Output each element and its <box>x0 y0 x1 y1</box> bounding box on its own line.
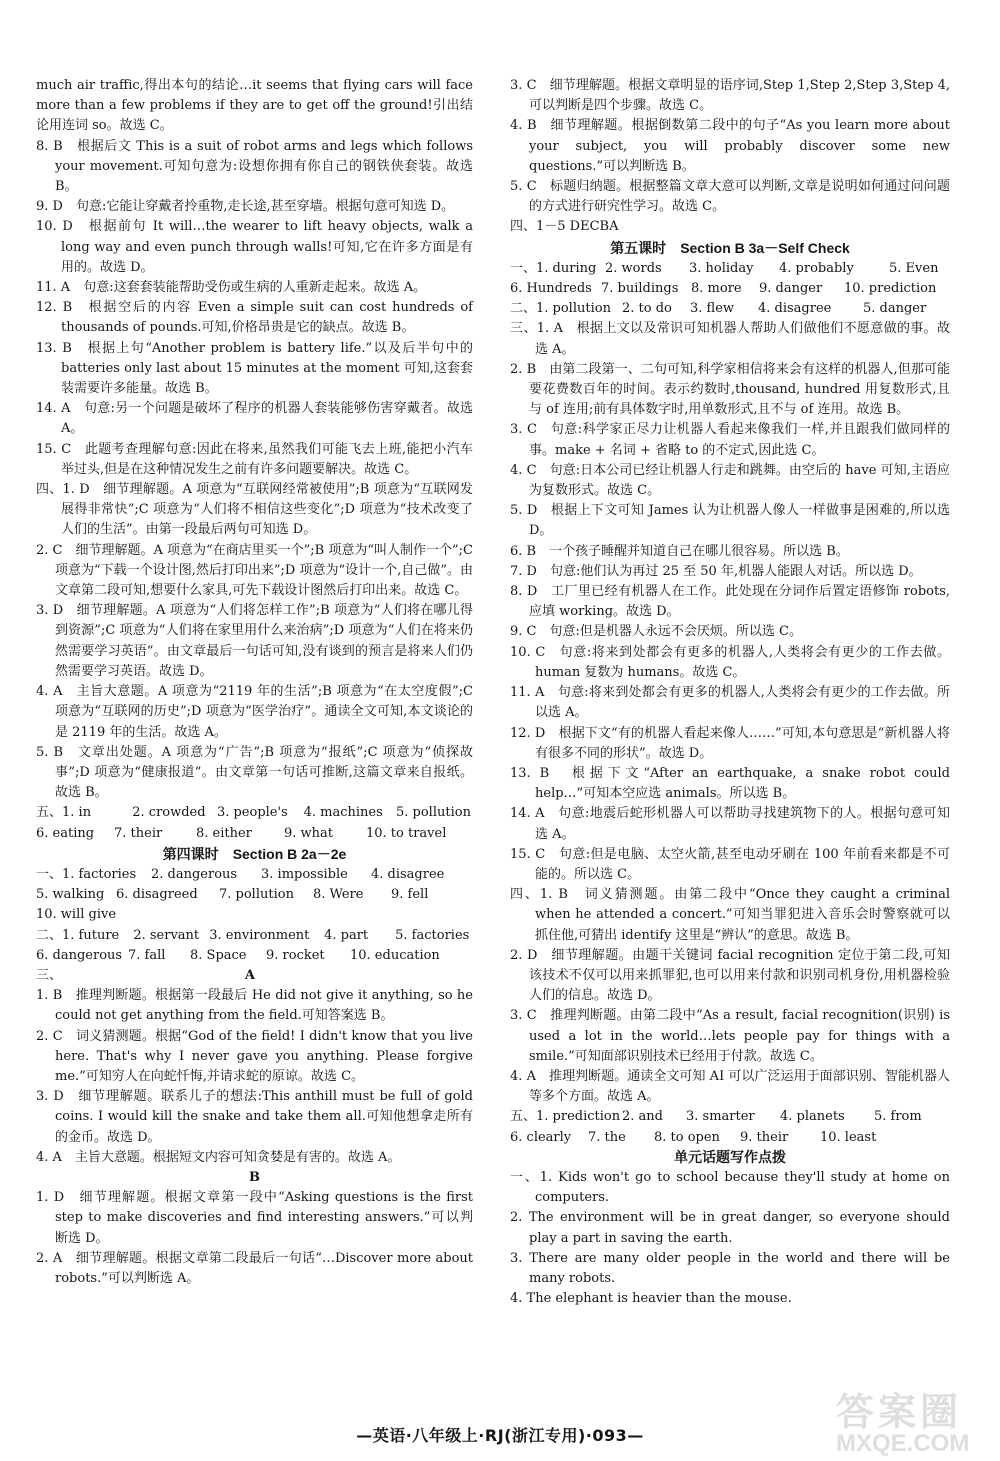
answer-cell: 3. environment <box>209 927 310 943</box>
answer-item: 9. D 句意:它能让穿戴者拎重物,走长途,甚至穿墙。根据句意可知选 D。 <box>36 199 455 215</box>
answer-item: 13. B 根据上句“Another problem is battery life.”以及后半句中的 batteries only last about 15 minutes at the moment 可知,这套套装需要许多能量。故选 B。 <box>36 340 473 397</box>
answer-cell: 7. buildings <box>601 281 679 297</box>
answer-cell: 9. danger <box>759 281 823 297</box>
answer-item: 11. A 句意:这套套装能帮助受伤或生病的人重新走起来。故选 A。 <box>36 280 427 296</box>
passage-letter: B <box>249 1169 260 1185</box>
answer-item: 15. C 此题考查理解句意:因此在将来,虽然我们可能飞去上班,能把小汽车举过头,但是在这种情况发生之前有许多问题要解决。故选 C。 <box>36 441 473 477</box>
answer-cell: 6. clearly <box>510 1129 572 1145</box>
watermark-url: MXQE.COM <box>836 1430 970 1457</box>
answer-cell: 4. part <box>324 927 369 943</box>
answer-cell: 10. prediction <box>844 281 937 297</box>
answer-cell: 2. words <box>605 260 662 276</box>
answer-row <box>36 803 473 823</box>
answer-item: 5. C 标题归纳题。根据整篇文章大意可以判断,文章是说明如何通过问问题的方式进行研究性学习。故选 C。 <box>510 179 950 215</box>
answer-cell: 8. Were <box>313 887 364 903</box>
answer-item: 8. D 工厂里已经有机器人在工作。此处现在分词作后置定语修饰 robots,应填 working。故选 D。 <box>510 584 950 620</box>
answer-cell: 5. factories <box>395 927 470 943</box>
section-heading <box>36 844 473 865</box>
answer-row <box>510 1128 950 1148</box>
answer-item: 6. B 一个孩子睡醒并知道自己在哪儿很容易。所以选 B。 <box>510 543 849 559</box>
answer-cell: 9. their <box>740 1129 789 1145</box>
watermark-logo-text: 答案圈 <box>836 1390 963 1434</box>
answer-item: 4. C 句意:日本公司已经让机器人行走和跳舞。由空后的 have 可知,主语应为复数形式。故选 C。 <box>510 462 950 499</box>
answer-item: 13. B 根据下文“After an earthquake, a snake robot could help…”可知本空应选 animals。所以选 B。 <box>510 765 950 802</box>
answer-item: 四、1. B 词义猜测题。由第二段中“Once they caught a criminal when he attended a concert.”可知当罪犯进入音乐会时警察就可以抓住他,可猜出 identify 这里是“辨认”的意思。故选 B。 <box>510 887 950 943</box>
answer-item: 3. D 细节理解题。联系儿子的想法:This anthill must be full of gold coins. I would kill the snake and take them all.可知他想拿走所有的金币。故选 D。 <box>36 1089 473 1145</box>
answer-item: 12. B 根据空后的内容 Even a simple suit can cost hundreds of thousands of pounds.可知,价格昂贵是它的缺点。故选 B。 <box>36 300 473 336</box>
section-heading-zh: 单元话题写作点拨 <box>674 1149 786 1166</box>
section-heading-zh: 第四课时 <box>162 846 219 863</box>
answer-cell: 5. danger <box>863 301 927 317</box>
section-heading-zh: 第五课时 <box>610 240 667 257</box>
answer-cell: 10. to travel <box>366 825 447 841</box>
answer-item: 一、1. Kids won't go to school because they'll study at home on computers. <box>510 1169 950 1206</box>
answer-cell: 3. flew <box>690 301 735 317</box>
answer-item: 4. A 主旨大意题。根据短文内容可知贪婪是有害的。故选 A。 <box>36 1149 401 1165</box>
answer-cell: 2. dangerous <box>151 866 238 882</box>
answer-row <box>510 1107 950 1127</box>
answer-cell: 10. least <box>820 1129 877 1145</box>
answer-cell: 五、1. prediction <box>510 1109 621 1125</box>
answer-cell: 8. to open <box>654 1129 720 1145</box>
answer-cell: 4. planets <box>780 1109 845 1125</box>
answer-item: 2. C 词义猜测题。根据“God of the field! I didn't know that you live here. That's why I never gave you anything. Please forgive me.”可知穷人在向蛇忏悔,并请求蛇的原谅。故选 C。 <box>36 1028 473 1084</box>
answer-item: 4. B 细节理解题。根据倒数第二段中的句子“As you learn more about your subject, you will probably discover some new questions.”可以判断选 B。 <box>510 118 950 174</box>
answer-cell: 3. people's <box>216 805 288 821</box>
answer-cell: 6. disagreed <box>116 887 198 903</box>
answer-item: 10. C 句意:将来到处都会有更多的机器人,人类将会有更少的工作去做。human 复数为 humans。故选 C。 <box>510 644 950 680</box>
answer-cell: 4. disagree <box>758 301 832 317</box>
answer-cell: 7. pollution <box>219 887 294 903</box>
answer-cell: 一、1. during <box>510 260 597 276</box>
answer-item: 3. D 细节理解题。A 项意为“人们将怎样工作”;B 项意为“人们将在哪儿得到资源”;C 项意为“人们将在家里用什么来治病”;D 项意为“人们在将来仍然需要学习英语”。由文章最后一句话可知,没有谈到的预言是将来人们仍然需要学习英语。故选 D。 <box>36 603 473 679</box>
answer-cell: 6. eating <box>36 825 95 841</box>
answer-item: 3. C 句意:科学家正尽力让机器人看起来像我们一样,并且跟我们做同样的事。make + 名词 + 省略 to 的不定式,因此选 C。 <box>510 422 950 458</box>
answer-cell: 3. smarter <box>686 1109 755 1125</box>
answer-item: 5. D 根据上下文可知 James 认为让机器人像人一样做事是困难的,所以选 D。 <box>510 503 950 539</box>
right-column <box>510 76 950 1309</box>
answer-item: 2. A 细节理解题。根据文章第二段最后一句话“…Discover more about robots.”可以判断选 A。 <box>36 1250 473 1286</box>
answer-item: 10. D 根据前句 It will…the wearer to lift heavy objects, walk a long way and even punch through walls!可知,它在许多方面是有用的。故选 D。 <box>36 219 473 275</box>
answer-cell: 9. rocket <box>266 947 325 963</box>
answer-row <box>510 279 950 299</box>
answer-item: 4. The elephant is heavier than the mouse. <box>510 1291 792 1307</box>
answer-cell: 5. from <box>874 1109 922 1125</box>
answer-row <box>36 946 473 966</box>
answer-item: 2. The environment will be in great danger, so everyone should play a part in saving the earth. <box>510 1210 950 1246</box>
answer-cell: 2. and <box>622 1109 663 1125</box>
answer-row <box>36 885 473 905</box>
answer-cell: 10. education <box>350 947 440 963</box>
answer-item: 3. C 推理判断题。由第二段中“As a result, facial recognition(识别) is used a lot in the world…lets people pay for things with a smile.”可知面部识别技术已经用于付款。故选 C。 <box>510 1008 950 1064</box>
answer-cell: 8. more <box>691 281 742 297</box>
answer-item: 1. D 细节理解题。根据文章第一段中“Asking questions is the first step to make discoveries and find interesting answers.”可以判断选 D。 <box>36 1190 473 1246</box>
answer-cell: 一、1. factories <box>36 866 137 882</box>
answer-item: 四、1. D 细节理解题。A 项意为“互联网经常被使用”;B 项意为“互联网发展得非常快”;C 项意为“人们将不相信这些变化”;D 项意为“技术改变了人们的生活”。由第一段最后两句可知选 D。 <box>36 482 473 538</box>
answer-cell: 7. their <box>114 825 163 841</box>
section-heading <box>510 1148 950 1168</box>
section-heading <box>510 238 950 259</box>
answer-row <box>36 926 473 946</box>
answer-item: 15. C 句意:但是电脑、太空火箭,甚至电动牙刷在 100 年前看来都是不可能的。所以选 C。 <box>510 846 950 882</box>
answer-cell: 5. Even <box>889 260 939 276</box>
answer-item: 4. A 推理判断题。通读全文可知 AI 可以广泛运用于面部识别、智能机器人等多个方面。故选 A。 <box>510 1068 950 1105</box>
answer-item: 8. B 根据后文 This is a suit of robot arms and legs which follows your movement.可知句意为:设想你拥有你自己的钢铁侠套装。故选 B。 <box>36 138 473 195</box>
answer-item: 5. B 文章出处题。A 项意为“广告”;B 项意为“报纸”;C 项意为“侦探故事”;D 项意为“健康报道”。由文章第一句话可推断,这篇文章来自报纸。故选 B。 <box>36 744 473 801</box>
answer-item: 9. C 句意:但是机器人永远不会厌烦。所以选 C。 <box>510 624 802 640</box>
passage-letter: A <box>244 967 255 983</box>
answer-item: 14. A 句意:地震后蛇形机器人可以帮助寻找建筑物下的人。根据句意可知选 A。 <box>510 806 950 842</box>
answer-cell: 8. either <box>196 825 252 841</box>
answer-item: 12. D 根据下文“有的机器人看起来像人……”可知,本句意思是“新机器人将有很多不同的形状”。故选 D。 <box>510 725 950 761</box>
answer-row <box>36 865 473 885</box>
section-heading-en: Section B 2a－2e <box>232 845 347 862</box>
answer-cell: 5. pollution <box>395 805 471 821</box>
answer-cell: 8. Space <box>190 947 247 963</box>
answer-item: 14. A 句意:另一个问题是破坏了程序的机器人套装能够伤害穿戴者。故选 A。 <box>36 401 473 437</box>
answer-cell: 9. what <box>284 825 334 841</box>
answer-cell: 2. servant <box>133 927 200 943</box>
answer-cell: 4. machines <box>303 805 383 821</box>
answer-cell: 7. the <box>588 1129 626 1145</box>
answer-item: 2. B 由第二段第一、二句可知,科学家相信将来会有这样的机器人,但那可能要花费数百年的时间。表示约数时,thousand, hundred 用复数形式,且与 of 连用;前有具体数字时,用单数形式,且不与 of 连用。故选 B。 <box>510 361 950 418</box>
answer-item: 4. A 主旨大意题。A 项意为“2119 年的生活”;B 项意为“在太空度假”;C 项意为“互联网的历史”;D 项意为“医学治疗”。通读全文可知,本文谈论的是 2119 年的生活。故选 A。 <box>36 684 473 740</box>
answer-row <box>36 905 473 925</box>
answer-cell: 3. holiday <box>689 260 754 276</box>
answer-item: 7. D 句意:他们认为再过 25 至 50 年,机器人能跟人对话。所以选 D。 <box>510 563 922 579</box>
answer-cell: 6. Hundreds <box>510 281 592 297</box>
answer-cell: 6. dangerous <box>36 947 123 963</box>
answer-item: 2. C 细节理解题。A 项意为“在商店里买一个”;B 项意为“叫人制作一个”;C 项意为“下载一个设计图,然后打印出来”;D 项意为“设计一个,自己做”。由文章第二段可知,想要什么家具,可先下载设计图然后打印出来。故选 C。 <box>36 542 473 599</box>
answer-cell: 二、1. future <box>36 927 120 943</box>
part-number: 三、 <box>36 967 63 983</box>
answer-item: 1. B 推理判断题。根据第一段最后 He did not give it anything, so he could not get anything from the field.可知答案选 B。 <box>36 988 473 1024</box>
answer-item: 2. D 细节理解题。由题干关键词 facial recognition 定位于第二段,可知该技术不仅可以用来抓罪犯,也可以用来付款和识别司机身份,用机器检验人们的信息。故选 D。 <box>510 947 950 1004</box>
answer-cell: 2. crowded <box>132 805 206 821</box>
left-column <box>36 76 473 1289</box>
answer-item: 11. A 句意:将来到处都会有更多的机器人,人类将会有更少的工作去做。所以选 A。 <box>510 685 950 721</box>
answer-item: 3. C 细节理解题。根据文章明显的语序词,Step 1,Step 2,Step 3,Step 4,可以判断是四个步骤。故选 C。 <box>510 78 950 114</box>
answer-cell: 7. fall <box>128 947 166 963</box>
page-footer: —英语·八年级上·RJ(浙江专用)·093— <box>356 1426 644 1445</box>
watermark-logo <box>836 1392 986 1458</box>
answer-item: much air traffic,得出本句的结论…it seems that flying cars will face more than a few problems if they are to get off the ground!引出结论用连词 so。故选 C。 <box>36 78 473 134</box>
answer-item: 3. There are many older people in the world and there will be many robots. <box>510 1250 950 1286</box>
answer-item: 四、1－5 DECBA <box>510 219 619 235</box>
answer-cell: 2. to do <box>622 301 672 317</box>
answer-cell: 4. disagree <box>371 866 445 882</box>
answer-cell: 五、1. in <box>36 805 92 821</box>
part-heading <box>36 966 473 986</box>
section-heading-en: Section B 3a－Self Check <box>680 239 850 256</box>
answer-row <box>510 259 950 279</box>
answer-row <box>510 299 950 319</box>
answer-cell: 5. walking <box>36 887 105 903</box>
answer-cell: 4. probably <box>779 260 854 276</box>
answer-cell: 二、1. pollution <box>510 301 611 317</box>
answer-cell: 10. will give <box>36 907 117 923</box>
answer-item: 三、1. A 根据上文以及常识可知机器人帮助人们做他们不愿意做的事。故选 A。 <box>510 321 950 357</box>
answer-cell: 9. fell <box>391 887 429 903</box>
answer-cell: 3. impossible <box>261 866 348 882</box>
answer-row <box>36 824 473 844</box>
